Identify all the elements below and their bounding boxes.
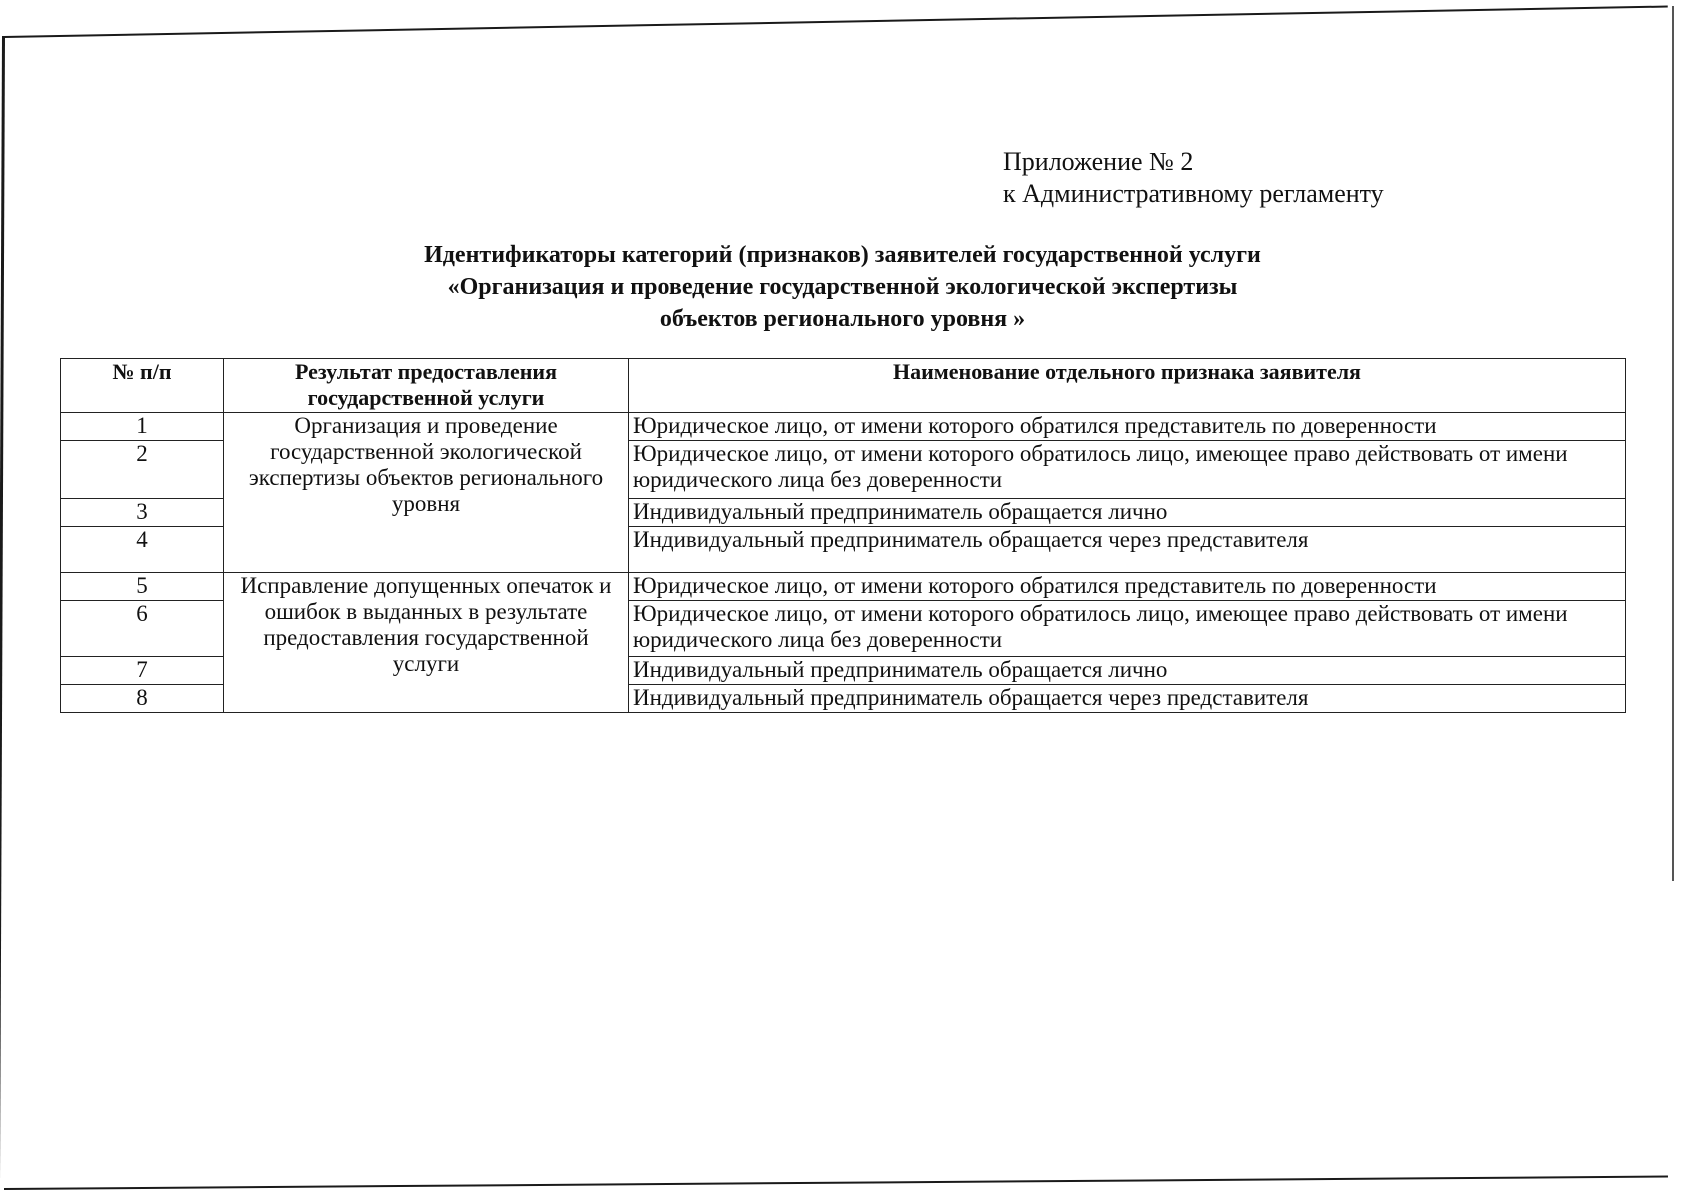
header-num: № п/п xyxy=(61,359,224,413)
row-num: 6 xyxy=(61,601,224,657)
group-result: Исправление допущенных опечаток и ошибок в выданных в результате предоставления государственной услуги xyxy=(224,573,629,713)
row-num: 8 xyxy=(61,685,224,713)
table-header-row xyxy=(61,359,1626,413)
title-line-1: Идентификаторы категорий (признаков) заявителей государственной услуги xyxy=(424,242,1261,268)
row-desc: Юридическое лицо, от имени которого обратился представитель по доверенности xyxy=(629,573,1626,601)
row-num: 5 xyxy=(61,573,224,601)
row-num: 1 xyxy=(61,413,224,441)
header-name: Наименование отдельного признака заявителя xyxy=(629,359,1626,413)
table-row xyxy=(61,413,1626,441)
row-desc: Индивидуальный предприниматель обращается через представителя xyxy=(629,527,1626,573)
row-desc: Юридическое лицо, от имени которого обратилось лицо, имеющее право действовать от имени юридического лица без доверенности xyxy=(629,441,1626,499)
sheet-edge-top xyxy=(4,6,1668,38)
sheet-edge-bottom xyxy=(4,1176,1668,1190)
row-desc: Индивидуальный предприниматель обращается лично xyxy=(629,657,1626,685)
row-num: 4 xyxy=(61,527,224,573)
table-row xyxy=(61,573,1626,601)
row-num: 7 xyxy=(61,657,224,685)
group-result: Организация и проведение государственной экологической экспертизы объектов регионального уровня xyxy=(224,413,629,573)
sheet-edge-right xyxy=(1672,6,1674,881)
appendix-note xyxy=(1003,146,1384,210)
sheet-edge-left xyxy=(0,36,5,1192)
document-title xyxy=(60,239,1625,335)
row-desc: Индивидуальный предприниматель обращается через представителя xyxy=(629,685,1626,713)
header-result: Результат предоставления государственной услуги xyxy=(224,359,629,413)
title-line-3: объектов регионального уровня » xyxy=(659,306,1026,332)
title-line-2: «Организация и проведение государственной экологической экспертизы xyxy=(447,274,1238,300)
appendix-line-1: Приложение № 2 xyxy=(1003,147,1194,176)
applicant-categories-table xyxy=(60,358,1626,713)
row-num: 2 xyxy=(61,441,224,499)
row-desc: Индивидуальный предприниматель обращается лично xyxy=(629,499,1626,527)
row-desc: Юридическое лицо, от имени которого обратилось лицо, имеющее право действовать от имени юридического лица без доверенности xyxy=(629,601,1626,657)
row-num: 3 xyxy=(61,499,224,527)
appendix-line-2: к Административному регламенту xyxy=(1003,179,1384,208)
row-desc: Юридическое лицо, от имени которого обратился представитель по доверенности xyxy=(629,413,1626,441)
